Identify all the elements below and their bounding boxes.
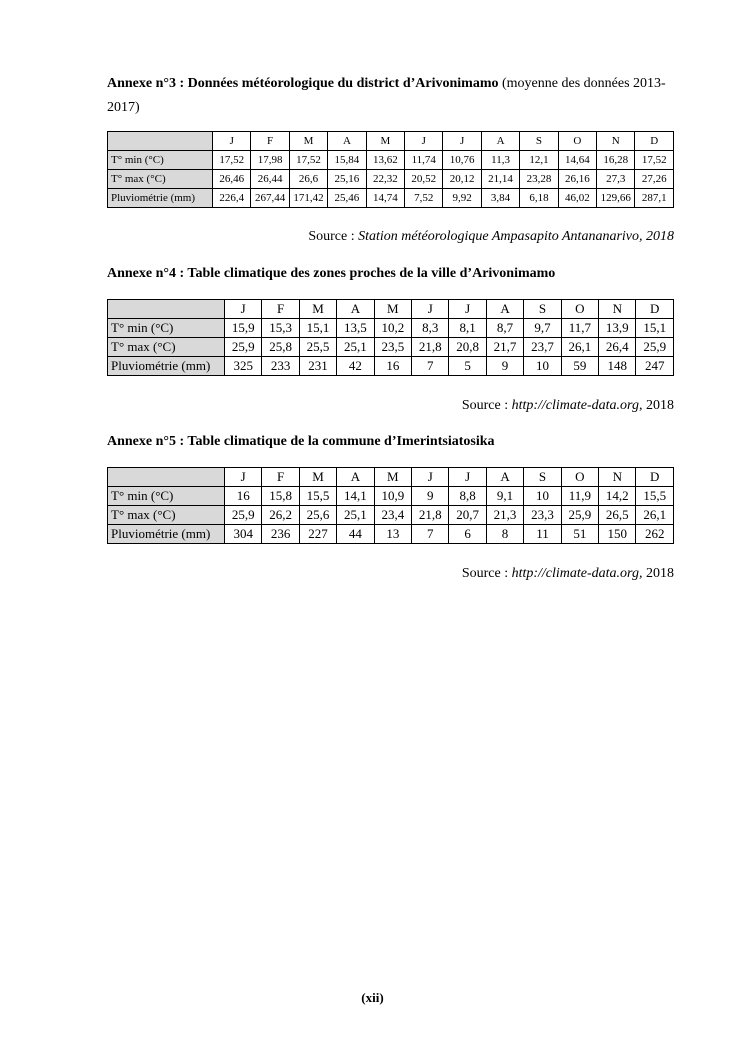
table-cell: 9,92 (443, 189, 481, 208)
table-cell: 20,8 (449, 338, 486, 357)
table-cell: 15,8 (262, 487, 299, 506)
month-header: F (262, 300, 299, 319)
table-cell: 6 (449, 525, 486, 544)
table-cell: 9,7 (524, 319, 561, 338)
table-row (108, 506, 674, 525)
table-cell: 226,4 (213, 189, 251, 208)
month-header: A (328, 132, 366, 151)
row-label: T° min (°C) (108, 319, 225, 338)
month-header: A (486, 468, 523, 487)
table-cell: 7,52 (405, 189, 443, 208)
table-cell: 267,44 (251, 189, 289, 208)
month-header: M (299, 300, 336, 319)
month-header: J (443, 132, 481, 151)
table-cell: 17,52 (213, 151, 251, 170)
table-cell: 25,6 (299, 506, 336, 525)
table-cell: 7 (412, 357, 449, 376)
row-label: T° min (°C) (108, 487, 225, 506)
table-cell: 10,2 (374, 319, 411, 338)
annex3-source (308, 228, 674, 246)
table-cell: 14,74 (366, 189, 404, 208)
table-cell: 8,8 (449, 487, 486, 506)
table-cell: 21,7 (486, 338, 523, 357)
table-cell: 22,32 (366, 170, 404, 189)
table-row (108, 189, 674, 208)
table-cell: 8,3 (412, 319, 449, 338)
month-header: J (225, 300, 262, 319)
table-cell: 304 (225, 525, 262, 544)
month-header: J (405, 132, 443, 151)
annex5-source-prefix: Source : (461, 566, 512, 581)
row-label: T° max (°C) (108, 338, 225, 357)
table-cell: 231 (299, 357, 336, 376)
annex5-source (462, 565, 674, 583)
table-corner-cell (108, 132, 213, 151)
month-header: J (449, 468, 486, 487)
table-cell: 20,7 (449, 506, 486, 525)
table-cell: 9,1 (486, 487, 523, 506)
table-cell: 26,1 (561, 338, 598, 357)
table-row (108, 357, 674, 376)
table-cell: 16,28 (597, 151, 635, 170)
table-header-row (108, 468, 674, 487)
row-label: Pluviométrie (mm) (108, 525, 225, 544)
row-label: T° max (°C) (108, 506, 225, 525)
row-label: Pluviométrie (mm) (108, 189, 213, 208)
table-cell: 26,44 (251, 170, 289, 189)
table-cell: 7 (412, 525, 449, 544)
table-cell: 6,18 (520, 189, 558, 208)
row-label: T° max (°C) (108, 170, 213, 189)
table-header-row (108, 132, 674, 151)
table-cell: 27,26 (635, 170, 674, 189)
annex5-title-bold: Annexe n°5 : Table climatique de la commune d’Imerintsiatosika (107, 434, 495, 449)
month-header: N (599, 468, 636, 487)
month-header: O (561, 468, 598, 487)
table-cell: 8,7 (486, 319, 523, 338)
month-header: A (337, 300, 374, 319)
table-cell: 11 (524, 525, 561, 544)
month-header: D (636, 300, 674, 319)
month-header: J (449, 300, 486, 319)
month-header: M (289, 132, 327, 151)
table-cell: 44 (337, 525, 374, 544)
table-cell: 25,9 (225, 338, 262, 357)
table-cell: 21,8 (412, 338, 449, 357)
table-corner-cell (108, 468, 225, 487)
table-cell: 25,9 (561, 506, 598, 525)
table-cell: 20,12 (443, 170, 481, 189)
table-cell: 13,62 (366, 151, 404, 170)
table-cell: 17,98 (251, 151, 289, 170)
month-header: F (262, 468, 299, 487)
month-header: A (481, 132, 519, 151)
table-cell: 13,9 (599, 319, 636, 338)
table-cell: 20,52 (405, 170, 443, 189)
month-header: J (412, 468, 449, 487)
table-cell: 25,1 (337, 506, 374, 525)
annex5-table (107, 467, 674, 544)
table-cell: 233 (262, 357, 299, 376)
table-cell: 26,4 (599, 338, 636, 357)
table-cell: 15,5 (636, 487, 674, 506)
table-row (108, 525, 674, 544)
month-header: J (213, 132, 251, 151)
table-cell: 13 (374, 525, 411, 544)
table-cell: 15,3 (262, 319, 299, 338)
page-number: (xii) (361, 990, 384, 1005)
table-corner-cell (108, 300, 225, 319)
month-header: N (597, 132, 635, 151)
table-cell: 25,5 (299, 338, 336, 357)
annex3-source-prefix: Source : (308, 229, 359, 244)
table-cell: 15,84 (328, 151, 366, 170)
table-cell: 287,1 (635, 189, 674, 208)
table-cell: 150 (599, 525, 636, 544)
table-row (108, 319, 674, 338)
table-cell: 17,52 (289, 151, 327, 170)
table-cell: 25,1 (337, 338, 374, 357)
table-cell: 26,5 (599, 506, 636, 525)
table-cell: 23,3 (524, 506, 561, 525)
month-header: M (299, 468, 336, 487)
month-header: S (524, 300, 561, 319)
annex4-source-suffix: , 2018 (639, 398, 674, 413)
table-cell: 46,02 (558, 189, 596, 208)
table-cell: 171,42 (289, 189, 327, 208)
table-cell: 8,1 (449, 319, 486, 338)
table-cell: 148 (599, 357, 636, 376)
table-cell: 262 (636, 525, 674, 544)
month-header: F (251, 132, 289, 151)
table-cell: 227 (299, 525, 336, 544)
table-cell: 25,9 (225, 506, 262, 525)
table-cell: 325 (225, 357, 262, 376)
table-cell: 11,7 (561, 319, 598, 338)
table-cell: 15,1 (636, 319, 674, 338)
table-cell: 23,7 (524, 338, 561, 357)
month-header: D (635, 132, 674, 151)
annex5-source-suffix: 2018 (642, 566, 674, 581)
table-cell: 15,1 (299, 319, 336, 338)
month-header: M (374, 300, 411, 319)
table-cell: 14,2 (599, 487, 636, 506)
table-cell: 25,16 (328, 170, 366, 189)
annex4-source (462, 397, 674, 415)
row-label: T° min (°C) (108, 151, 213, 170)
table-cell: 26,1 (636, 506, 674, 525)
table-cell: 23,5 (374, 338, 411, 357)
table-cell: 15,5 (299, 487, 336, 506)
table-cell: 26,6 (289, 170, 327, 189)
month-header: S (520, 132, 558, 151)
table-cell: 9 (486, 357, 523, 376)
table-row (108, 487, 674, 506)
table-cell: 27,3 (597, 170, 635, 189)
table-cell: 26,46 (213, 170, 251, 189)
annex3-table (107, 131, 674, 208)
annex5-title (107, 430, 674, 454)
table-row (108, 151, 674, 170)
annex4-source-prefix: Source : (461, 398, 512, 413)
month-header: O (558, 132, 596, 151)
table-cell: 25,46 (328, 189, 366, 208)
table-cell: 26,16 (558, 170, 596, 189)
month-header: O (561, 300, 598, 319)
row-label: Pluviométrie (mm) (108, 357, 225, 376)
annex4-table (107, 299, 674, 376)
table-cell: 59 (561, 357, 598, 376)
table-cell: 26,2 (262, 506, 299, 525)
table-cell: 51 (561, 525, 598, 544)
table-cell: 3,84 (481, 189, 519, 208)
month-header: J (412, 300, 449, 319)
table-cell: 14,1 (337, 487, 374, 506)
table-cell: 21,3 (486, 506, 523, 525)
month-header: D (636, 468, 674, 487)
table-cell: 21,14 (481, 170, 519, 189)
table-cell: 9 (412, 487, 449, 506)
table-cell: 42 (337, 357, 374, 376)
month-header: M (366, 132, 404, 151)
annex3-title-normal: (moyenne des données 2013-2017) (107, 76, 666, 115)
table-cell: 25,9 (636, 338, 674, 357)
table-cell: 15,9 (225, 319, 262, 338)
annex3-title-bold: Annexe n°3 : Données météorologique du district d’Arivonimamo (107, 76, 499, 91)
table-cell: 236 (262, 525, 299, 544)
table-cell: 17,52 (635, 151, 674, 170)
table-cell: 10 (524, 487, 561, 506)
table-cell: 10,76 (443, 151, 481, 170)
month-header: A (486, 300, 523, 319)
table-cell: 14,64 (558, 151, 596, 170)
table-cell: 11,9 (561, 487, 598, 506)
table-cell: 247 (636, 357, 674, 376)
table-cell: 23,4 (374, 506, 411, 525)
table-cell: 5 (449, 357, 486, 376)
table-cell: 11,74 (405, 151, 443, 170)
table-cell: 25,8 (262, 338, 299, 357)
table-cell: 10,9 (374, 487, 411, 506)
month-header: S (524, 468, 561, 487)
month-header: N (599, 300, 636, 319)
annex5-source-italic: http://climate-data.org, (511, 566, 643, 581)
table-row (108, 170, 674, 189)
annex4-title-bold: Annexe n°4 : Table climatique des zones proches de la ville d’Arivonimamo (107, 266, 556, 281)
table-cell: 8 (486, 525, 523, 544)
table-cell: 13,5 (337, 319, 374, 338)
annex4-source-italic: http://climate-data.org (511, 398, 639, 413)
table-cell: 23,28 (520, 170, 558, 189)
table-cell: 12,1 (520, 151, 558, 170)
month-header: J (225, 468, 262, 487)
month-header: M (374, 468, 411, 487)
table-cell: 10 (524, 357, 561, 376)
month-header: A (337, 468, 374, 487)
table-cell: 11,3 (481, 151, 519, 170)
table-cell: 21,8 (412, 506, 449, 525)
table-cell: 16 (374, 357, 411, 376)
annex3-source-italic: Station météorologique Ampasapito Antananarivo, 2018 (358, 229, 674, 244)
annex4-title (107, 262, 674, 286)
annex3-title (107, 72, 674, 120)
table-cell: 129,66 (597, 189, 635, 208)
table-header-row (108, 300, 674, 319)
table-cell: 16 (225, 487, 262, 506)
table-row (108, 338, 674, 357)
